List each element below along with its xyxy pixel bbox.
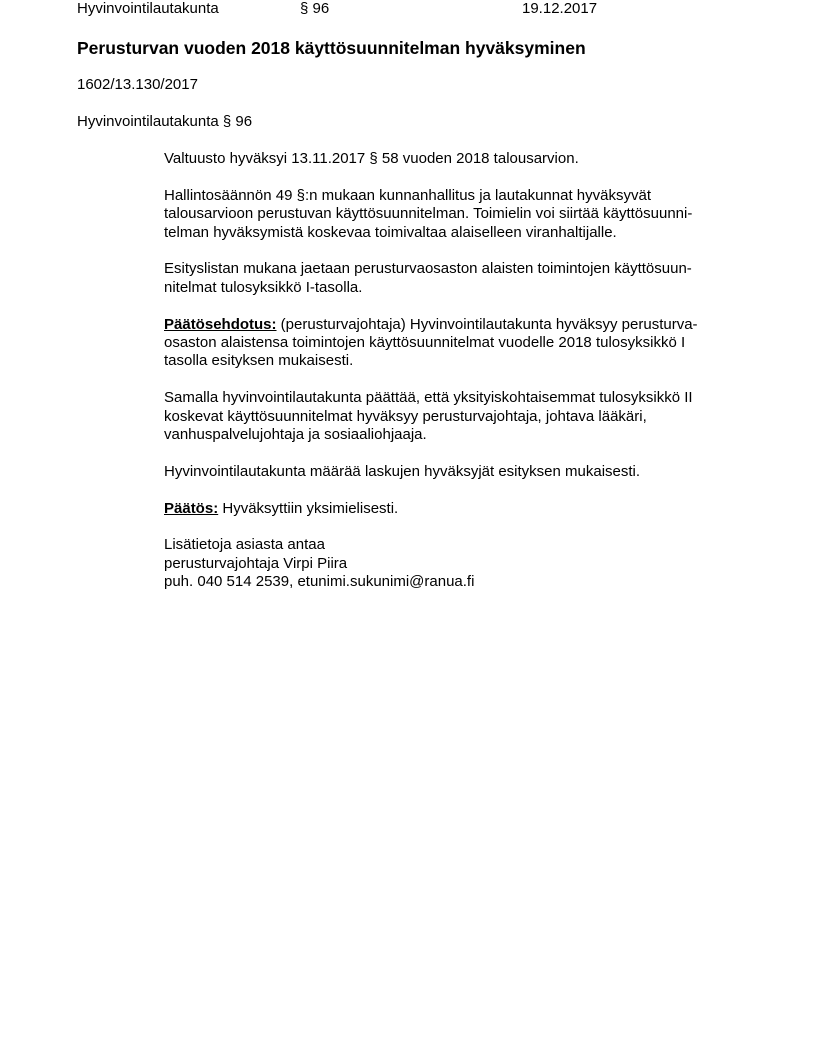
text-line: Valtuusto hyväksyi 13.11.2017 § 58 vuoden 2018 talousarvion. (164, 150, 579, 167)
paragraph-invoices (164, 463, 744, 481)
document-title: Perusturvan vuoden 2018 käyttösuunnitelman hyväksyminen (77, 38, 586, 58)
header-organ: Hyvinvointilautakunta (77, 0, 219, 17)
contact-line: perusturvajohtaja Virpi Piira (164, 554, 348, 572)
section-reference: Hyvinvointilautakunta § 96 (77, 113, 253, 130)
text-line: vanhuspalvelujohtaja ja sosiaaliohjaaja. (164, 426, 427, 444)
paragraph-proposal (164, 316, 744, 371)
text-line: nitelmat tulosyksikkö I-tasolla. (164, 278, 363, 296)
text-line: koskevat käyttösuunnitelmat hyväksyy perusturvajohtaja, johtava lääkäri, (164, 407, 647, 425)
text-line: Samalla hyvinvointilautakunta päättää, että yksityiskohtaisemmat tulosyksikkö II (164, 389, 693, 407)
header-section: § 96 (300, 0, 330, 17)
text-line: osaston alaistensa toimintojen käyttösuunnitelmat vuodelle 2018 tulosyksikkö I (164, 334, 686, 352)
text-line (164, 500, 744, 518)
text-line: talousarvioon perustuvan käyttösuunnitelman. Toimielin voi siirtää käyttösuunni- (164, 205, 693, 223)
header-date: 19.12.2017 (522, 0, 598, 17)
proposal-text: (perusturvajohtaja) Hyvinvointilautakunta hyväksyy perusturva- (276, 315, 698, 333)
text-line: Hallintosäännön 49 §:n mukaan kunnanhallitus ja lautakunnat hyväksyvät (164, 186, 651, 204)
text-line: Esityslistan mukana jaetaan perusturvaosaston alaisten toimintojen käyttösuun- (164, 260, 692, 278)
decision-label: Päätös: (164, 499, 219, 517)
decision-text: Hyväksyttiin yksimielisesti. (218, 499, 399, 517)
contact-line: Lisätietoja asiasta antaa (164, 536, 325, 554)
document-body (164, 150, 744, 610)
paragraph-decision (164, 500, 744, 518)
proposal-label: Päätösehdotus: (164, 315, 277, 333)
paragraph-budget (164, 150, 744, 168)
paragraph-delegation (164, 389, 744, 444)
text-line (164, 316, 744, 334)
paragraph-regulation (164, 187, 744, 242)
text-line: tasolla esityksen mukaisesti. (164, 352, 354, 370)
contact-line: puh. 040 514 2539, etunimi.sukunimi@ranua.fi (164, 573, 475, 591)
text-line: Hyvinvointilautakunta määrää laskujen hyväksyjät esityksen mukaisesti. (164, 462, 641, 480)
diary-number: 1602/13.130/2017 (77, 76, 198, 93)
contact-info (164, 536, 744, 591)
text-line: telman hyväksymistä koskevaa toimivaltaa alaiselleen viranhaltijalle. (164, 223, 617, 241)
paragraph-agenda (164, 260, 744, 297)
